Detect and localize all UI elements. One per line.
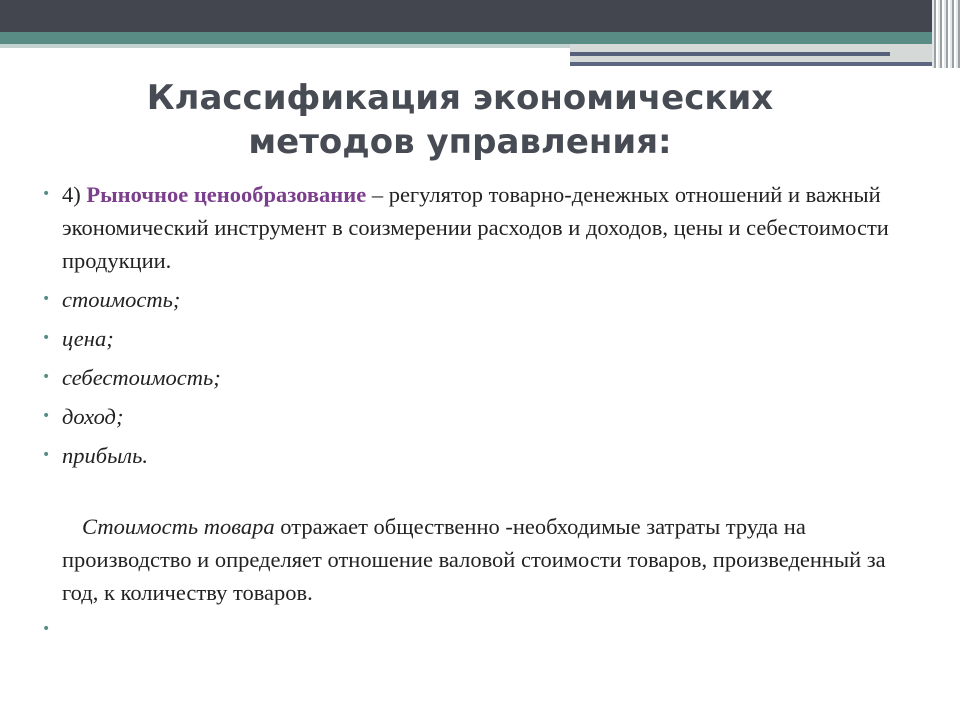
paragraph-text: отражает общественно -необходимые затраты труда на производство и определяет отношение валовой стоимости товаров, произведенный за год, к количеству товаров. <box>62 514 886 605</box>
list-item-text: прибыль. <box>62 443 148 468</box>
bullet-icon: • <box>42 621 51 637</box>
list-item-text: цена; <box>62 326 114 351</box>
bullet-icon: • <box>42 447 51 463</box>
slide-title <box>100 76 820 164</box>
list-item <box>42 283 922 316</box>
list-item-text: себестоимость; <box>62 365 221 390</box>
list-item <box>42 400 922 433</box>
list-item <box>42 439 922 472</box>
intro-text: – регулятор товарно-денежных отношений и важный экономический инструмент в соизмерении расходов и доходов, цены и себестоимости продукции. <box>62 182 889 273</box>
bullet-icon: • <box>42 330 51 346</box>
definition-paragraph <box>42 510 922 609</box>
header-dark-bar <box>0 0 960 32</box>
bullet-icon: • <box>42 369 51 385</box>
corner-stripes-decoration <box>932 0 960 68</box>
list-item <box>42 322 922 355</box>
empty-bullet-list <box>42 613 922 646</box>
title-line-1: Классификация экономических <box>146 78 774 118</box>
list-item-text: доход; <box>62 404 124 429</box>
list-item-text: стоимость; <box>62 287 181 312</box>
slide-body <box>42 178 922 652</box>
list-item-intro <box>42 178 922 277</box>
header-navy-line <box>570 52 890 56</box>
intro-accent-term: Рыночное ценообразование <box>86 182 367 207</box>
bullet-icon: • <box>42 291 51 307</box>
bullet-list <box>42 178 922 472</box>
paragraph-italic-term: Стоимость товара <box>82 514 275 539</box>
header-teal-bar <box>0 32 960 44</box>
empty-list-item <box>42 613 922 646</box>
intro-number: 4) <box>62 182 81 207</box>
list-item <box>42 361 922 394</box>
title-line-2: методов управления: <box>248 122 672 162</box>
bullet-icon: • <box>42 408 51 424</box>
bullet-icon: • <box>42 186 51 202</box>
header-light-strip <box>0 44 570 48</box>
header-navy-line-lower <box>570 62 960 66</box>
